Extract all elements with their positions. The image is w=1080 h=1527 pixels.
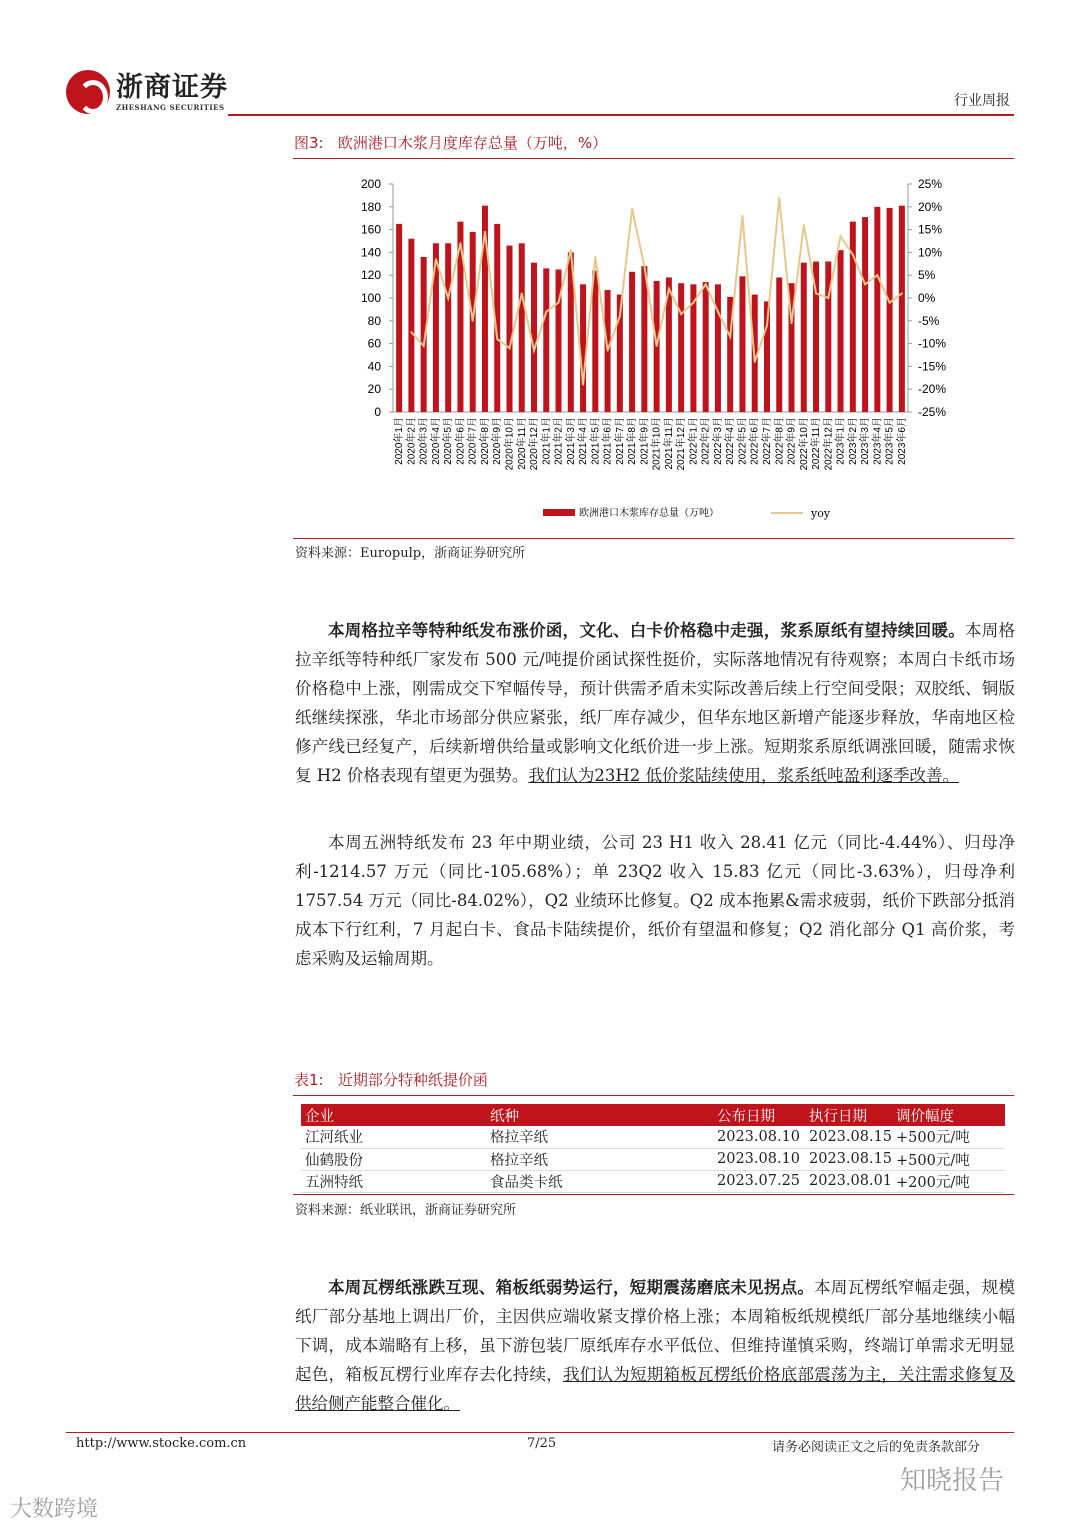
table-caption <box>294 1069 488 1090</box>
x-tick-label: 2023年6月 <box>896 417 908 465</box>
x-tick-label: 2021年10月 <box>651 417 663 471</box>
yoy-point <box>827 297 829 299</box>
paragraph-3-conclusion: 我们认为短期箱板瓦楞纸价格底部震荡为主，关注需求修复及供给侧产能整合催化。 <box>295 1365 1015 1413</box>
x-tick-label: 2021年1月 <box>541 417 553 465</box>
yoy-point <box>521 292 523 294</box>
left-tick-label: 20 <box>367 382 381 397</box>
legend-line-label: yoy <box>811 507 831 520</box>
watermark-left: 大数跨境 <box>10 1497 99 1522</box>
yoy-point <box>901 292 903 294</box>
yoy-point <box>889 302 891 304</box>
figure-rule <box>293 538 1014 539</box>
bar <box>874 207 880 412</box>
yoy-point <box>643 265 645 267</box>
yoy-point <box>803 224 805 226</box>
yoy-point <box>410 331 412 333</box>
yoy-point <box>680 313 682 315</box>
yoy-point <box>558 302 560 304</box>
x-tick-label: 2022年12月 <box>823 417 835 471</box>
x-tick-label: 2022年11月 <box>811 417 823 470</box>
yoy-point <box>472 320 474 322</box>
yoy-point <box>619 315 621 317</box>
x-tick-label: 2021年3月 <box>565 417 577 465</box>
bar <box>445 243 451 412</box>
bar <box>715 284 721 412</box>
x-tick-label: 2020年7月 <box>467 417 479 465</box>
bar <box>629 272 635 412</box>
logo-name: 浙商证券 <box>116 71 228 103</box>
yoy-point <box>594 256 596 258</box>
table-source: 资料来源：纸业联讯，浙商证券研究所 <box>295 1203 517 1218</box>
cell: 2023.08.15 <box>805 1126 892 1148</box>
x-tick-label: 2020年5月 <box>443 417 455 465</box>
cell: 2023.08.10 <box>713 1126 805 1148</box>
left-tick-label: 120 <box>360 268 381 283</box>
x-tick-label: 2020年2月 <box>406 417 418 465</box>
page-number: 7/25 <box>527 1436 557 1451</box>
x-tick-label: 2021年12月 <box>676 417 688 471</box>
x-tick-label: 2020年11月 <box>516 417 528 470</box>
yoy-point <box>545 311 547 313</box>
col-paper-type: 纸种 <box>486 1104 713 1126</box>
cell: 五洲特纸 <box>301 1170 486 1192</box>
yoy-point <box>778 197 780 199</box>
paragraph-3-lead: 本周瓦楞纸涨跌互现、箱板纸弱势运行，短期震荡磨底未见拐点。 <box>328 1278 815 1297</box>
left-tick-label: 40 <box>367 359 381 374</box>
yoy-point <box>692 302 694 304</box>
left-tick-label: 100 <box>360 291 381 305</box>
figure-source: 资料来源：Europulp，浙商证券研究所 <box>295 546 526 561</box>
left-tick-label: 0 <box>374 405 381 419</box>
yoy-point <box>656 345 658 347</box>
bar <box>592 271 598 412</box>
right-tick-label: -5% <box>918 313 940 328</box>
watermark-right: 知晓报告 <box>900 1466 1005 1496</box>
yoy-point <box>423 345 425 347</box>
logo-english: ZHESHANG SECURITIES <box>116 102 225 112</box>
bar <box>580 284 586 412</box>
yoy-point <box>791 322 793 324</box>
yoy-point <box>484 231 486 233</box>
bar <box>396 224 402 412</box>
x-tick-label: 2020年6月 <box>455 417 467 465</box>
bar <box>899 206 905 412</box>
x-tick-label: 2021年9月 <box>639 417 651 465</box>
cell: +200元/吨 <box>892 1170 1005 1192</box>
bar <box>519 243 525 412</box>
right-tick-label: -25% <box>918 405 947 419</box>
table-row <box>301 1170 1005 1192</box>
company-logo <box>66 70 228 114</box>
figure-title: 欧洲港口木浆月度库存总量（万吨，%） <box>337 134 608 152</box>
cell: 仙鹤股份 <box>301 1148 486 1170</box>
x-tick-label: 2023年4月 <box>872 417 884 465</box>
x-tick-label: 2022年3月 <box>712 417 724 465</box>
yoy-point <box>459 242 461 244</box>
figure-label: 图3: <box>294 134 324 152</box>
inventory-chart <box>293 165 1014 535</box>
cell: 格拉辛纸 <box>486 1126 713 1148</box>
yoy-point <box>840 235 842 237</box>
yoy-point <box>705 283 707 285</box>
legend-bar-label: 欧洲港口木浆库存总量（万吨） <box>579 508 719 519</box>
x-tick-label: 2021年8月 <box>627 417 639 465</box>
paragraph-3 <box>295 1273 1015 1418</box>
yoy-point <box>668 288 670 290</box>
yoy-point <box>631 208 633 210</box>
paragraph-1-lead: 本周格拉辛等特种纸发布涨价函，文化、白卡价格稳中走强，浆系原纸有望持续回暖。 <box>328 621 965 640</box>
bar <box>838 250 844 412</box>
yoy-point <box>864 283 866 285</box>
paragraph-3-body: 本周瓦楞纸窄幅走强，规模纸厂部分基地上调出厂价，主因供应端收紧支撑价格上涨；本周箱板纸规模纸厂部分基地继续小幅下调，成本端略有上移，虽下游包装厂原纸库存水平低位、但维持谨慎采购，终端订单需求无明显起色，箱板瓦楞行业库存去化持续， <box>295 1278 1016 1384</box>
footer-url[interactable]: http://www.stocke.com.cn <box>76 1436 247 1451</box>
table-header-row <box>301 1104 1005 1126</box>
paragraph-1-body: 本周格拉辛纸等特种纸厂家发布 500 元/吨提价函试探性挺价，实际落地情况有待观察；本周白卡纸市场价格稳中上涨，刚需成交下窄幅传导，预计供需矛盾未实际改善后续上行空间受限；双胶纸、铜版纸继续探涨，华北市场部分供应紧张，纸厂库存减少，但华东地区新增产能逐步释放，华南地区检修产线已经复产，后续新增供给量或影响文化纸价进一步上涨。短期浆系原纸调涨回暖，随需求恢复 H2 价格表现有望更为强势。 <box>295 621 1016 785</box>
right-tick-label: -15% <box>918 359 947 374</box>
right-tick-label: 0% <box>918 291 936 305</box>
table-row <box>301 1126 1005 1148</box>
footer-disclaimer: 请务必阅读正文之后的免责条款部分 <box>772 1440 981 1455</box>
table-title: 近期部分特种纸提价函 <box>337 1071 488 1089</box>
bar <box>801 263 807 412</box>
bar <box>776 277 782 412</box>
col-announce-date: 公布日期 <box>713 1104 805 1126</box>
x-tick-label: 2022年9月 <box>786 417 798 465</box>
yoy-point <box>852 254 854 256</box>
yoy-point <box>582 384 584 386</box>
x-tick-label: 2020年9月 <box>492 417 504 465</box>
x-tick-label: 2022年1月 <box>688 417 700 465</box>
right-tick-label: 15% <box>918 222 943 237</box>
yoy-point <box>435 258 437 260</box>
footer-divider <box>66 1432 1014 1433</box>
bar <box>739 276 745 412</box>
yoy-point <box>876 274 878 276</box>
cell: +500元/吨 <box>892 1148 1005 1170</box>
yoy-point <box>754 361 756 363</box>
bar <box>470 232 476 412</box>
x-tick-label: 2020年10月 <box>504 417 516 471</box>
cell: 格拉辛纸 <box>486 1148 713 1170</box>
x-tick-label: 2023年2月 <box>847 417 859 465</box>
cell: 2023.08.01 <box>805 1170 892 1192</box>
left-tick-label: 180 <box>360 199 381 214</box>
cell: 2023.07.25 <box>713 1170 805 1192</box>
x-tick-label: 2021年5月 <box>590 417 602 465</box>
price-increase-table <box>301 1104 1005 1193</box>
legend-bar-swatch <box>543 509 575 516</box>
x-tick-label: 2022年5月 <box>737 417 749 465</box>
x-tick-label: 2020年4月 <box>430 417 442 465</box>
x-tick-label: 2022年7月 <box>761 417 773 465</box>
right-tick-label: -20% <box>918 382 947 397</box>
left-tick-label: 200 <box>360 177 381 191</box>
cell: 食品类卡纸 <box>486 1170 713 1192</box>
x-tick-label: 2022年2月 <box>700 417 712 465</box>
cell: 江河纸业 <box>301 1126 486 1148</box>
x-tick-label: 2021年6月 <box>602 417 614 465</box>
yoy-point <box>729 336 731 338</box>
yoy-point <box>570 249 572 251</box>
yoy-point <box>741 215 743 217</box>
bar <box>703 282 709 412</box>
x-tick-label: 2020年12月 <box>529 417 541 471</box>
x-tick-label: 2022年4月 <box>725 417 737 465</box>
caption-rule <box>293 158 1014 159</box>
left-tick-label: 160 <box>360 222 381 237</box>
yoy-point <box>766 324 768 326</box>
paragraph-1 <box>295 616 1015 790</box>
cell: +500元/吨 <box>892 1126 1005 1148</box>
right-tick-label: 5% <box>918 268 936 283</box>
table-top-rule <box>293 1095 1014 1096</box>
yoy-point <box>607 349 609 351</box>
bar <box>678 283 684 412</box>
bar <box>862 217 868 412</box>
table-bottom-rule <box>293 1194 1014 1195</box>
bar <box>408 239 414 412</box>
cell: 2023.08.10 <box>713 1148 805 1170</box>
col-price-change: 调价幅度 <box>892 1104 1005 1126</box>
left-tick-label: 60 <box>367 336 381 351</box>
left-tick-label: 80 <box>367 313 381 328</box>
x-tick-label: 2020年3月 <box>418 417 430 465</box>
right-tick-label: 25% <box>918 177 943 191</box>
yoy-point <box>508 347 510 349</box>
bar <box>506 246 512 412</box>
col-effective-date: 执行日期 <box>805 1104 892 1126</box>
yoy-point <box>815 292 817 294</box>
yoy-point <box>533 349 535 351</box>
x-tick-label: 2020年8月 <box>479 417 491 465</box>
x-tick-label: 2021年2月 <box>553 417 565 465</box>
paragraph-1-conclusion: 我们认为23H2 低价浆陆续使用，浆系纸吨盈利逐季改善。 <box>528 766 960 785</box>
header-divider <box>228 114 1014 116</box>
bar <box>641 266 647 412</box>
x-tick-label: 2021年4月 <box>578 417 590 465</box>
col-company: 企业 <box>301 1104 486 1126</box>
bar <box>543 268 549 412</box>
logo-mark-icon <box>66 70 110 114</box>
x-tick-label: 2022年8月 <box>774 417 786 465</box>
yoy-point <box>496 338 498 340</box>
right-tick-label: 10% <box>918 245 943 260</box>
x-tick-label: 2022年10月 <box>798 417 810 471</box>
x-tick-label: 2021年7月 <box>614 417 626 465</box>
x-tick-label: 2023年3月 <box>860 417 872 465</box>
x-tick-label: 2022年6月 <box>749 417 761 465</box>
right-tick-label: -10% <box>918 336 947 351</box>
figure-caption <box>294 132 607 153</box>
table-row <box>301 1148 1005 1170</box>
yoy-point <box>447 297 449 299</box>
x-tick-label: 2020年1月 <box>394 417 406 465</box>
x-tick-label: 2021年11月 <box>663 417 675 470</box>
bar <box>887 208 893 412</box>
cell: 2023.08.15 <box>805 1148 892 1170</box>
x-tick-label: 2023年5月 <box>884 417 896 465</box>
left-tick-label: 140 <box>360 245 381 260</box>
paragraph-2: 本周五洲特纸发布 23 年中期业绩，公司 23 H1 收入 28.41 亿元（同比-4.44%）、归母净利-1214.57 万元（同比-105.68%）；单 23Q2 收入 15.83 亿元（同比-3.63%），归母净利 1757.54 万元（同比-84.02%），Q2 业绩环比修复。Q2 成本拖累&需求疲弱，纸价下跌部分抵消成本下行红利，7 月起白卡、食品卡陆续提价，纸价有望温和修复；Q2 消化部分 Q1 高价浆，考虑采购及运输周期。 <box>295 833 1015 968</box>
report-type: 行业周报 <box>954 93 1010 109</box>
yoy-point <box>717 311 719 313</box>
table-label: 表1: <box>294 1071 324 1089</box>
x-tick-label: 2023年1月 <box>835 417 847 465</box>
right-tick-label: 20% <box>918 199 943 214</box>
